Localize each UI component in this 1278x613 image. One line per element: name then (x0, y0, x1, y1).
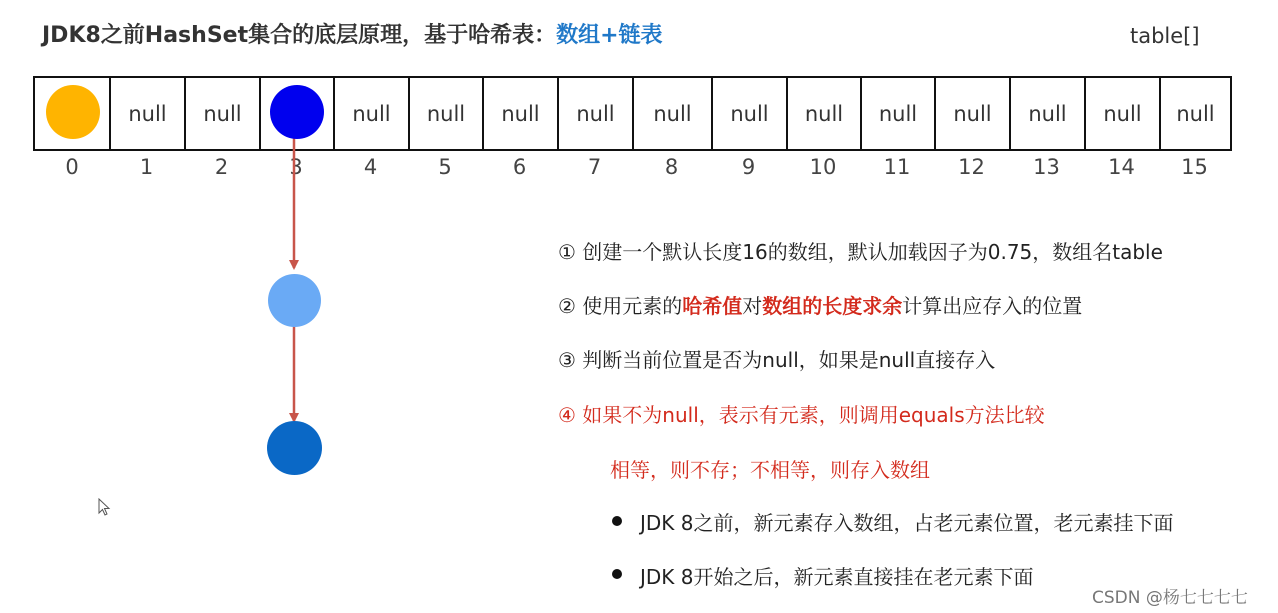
table-cell-1: null (109, 78, 184, 149)
index-label-4: 4 (363, 155, 378, 179)
table-cell-13: null (1009, 78, 1084, 149)
title-highlight: 数组+链表 (556, 23, 663, 48)
step2-hash-value: 哈希值 (682, 294, 743, 318)
table-cell-11: null (860, 78, 934, 149)
index-label-0: 0 (65, 155, 79, 179)
index-label-1: 1 (139, 155, 154, 179)
table-cell-9: null (711, 78, 786, 149)
table-cell-6: null (482, 78, 557, 149)
table-cell-5: null (408, 78, 482, 149)
index-label-9: 9 (741, 155, 756, 179)
index-label-14: 14 (1108, 155, 1135, 179)
table-cell-4: null (333, 78, 408, 149)
table-cell-7: null (557, 78, 632, 149)
chain-node-1 (268, 274, 321, 327)
info-step-3: ③ 判断当前位置是否为null，如果是null直接存入 (558, 348, 996, 372)
index-label-10: 10 (809, 155, 837, 179)
chain-node-2 (267, 421, 322, 475)
step2-length-mod: 数组的长度求余 (762, 294, 903, 318)
info-step-1: ① 创建一个默认长度16的数组，默认加载因子为0.75，数组名table (558, 240, 1163, 264)
index-label-8: 8 (664, 155, 679, 179)
table-cell-15: null (1159, 78, 1230, 149)
bullet-dot-1 (612, 516, 622, 526)
mouse-cursor-icon (98, 498, 112, 518)
step2-mid: 对 (742, 294, 763, 318)
index-label-3: 3 (289, 155, 303, 179)
index-label-6: 6 (512, 155, 527, 179)
bullet-dot-2 (612, 569, 622, 579)
info-step-4: ④ 如果不为null，表示有元素，则调用equals方法比较 (558, 403, 1045, 427)
table-label: table[] (1130, 24, 1200, 48)
watermark: CSDN @杨七七七七 (1092, 588, 1248, 608)
slot-0-element (46, 85, 100, 139)
table-cell-2: null (184, 78, 259, 149)
info-step-4-sub: 相等，则不存；不相等，则存入数组 (610, 458, 930, 482)
table-cell-12: null (934, 78, 1009, 149)
title-main: JDK8之前HashSet集合的底层原理，基于哈希表： (42, 23, 557, 48)
table-cell-10: null (786, 78, 860, 149)
index-label-13: 13 (1033, 155, 1060, 179)
table-cell-14: null (1084, 78, 1159, 149)
index-label-5: 5 (438, 155, 452, 179)
index-label-2: 2 (214, 155, 229, 179)
step2-post: 计算出应存入的位置 (902, 294, 1083, 318)
index-label-12: 12 (958, 155, 985, 179)
index-label-11: 11 (883, 155, 911, 179)
index-label-7: 7 (587, 155, 602, 179)
info-bullet-2: JDK 8开始之后，新元素直接挂在老元素下面 (640, 565, 1034, 589)
table-cell-8: null (632, 78, 711, 149)
slot-3-element (270, 85, 324, 139)
info-bullet-1: JDK 8之前，新元素存入数组，占老元素位置，老元素挂下面 (640, 511, 1174, 535)
step2-pre: ② 使用元素的 (558, 294, 683, 318)
info-step-2 (558, 290, 1082, 319)
index-label-15: 15 (1181, 155, 1208, 179)
